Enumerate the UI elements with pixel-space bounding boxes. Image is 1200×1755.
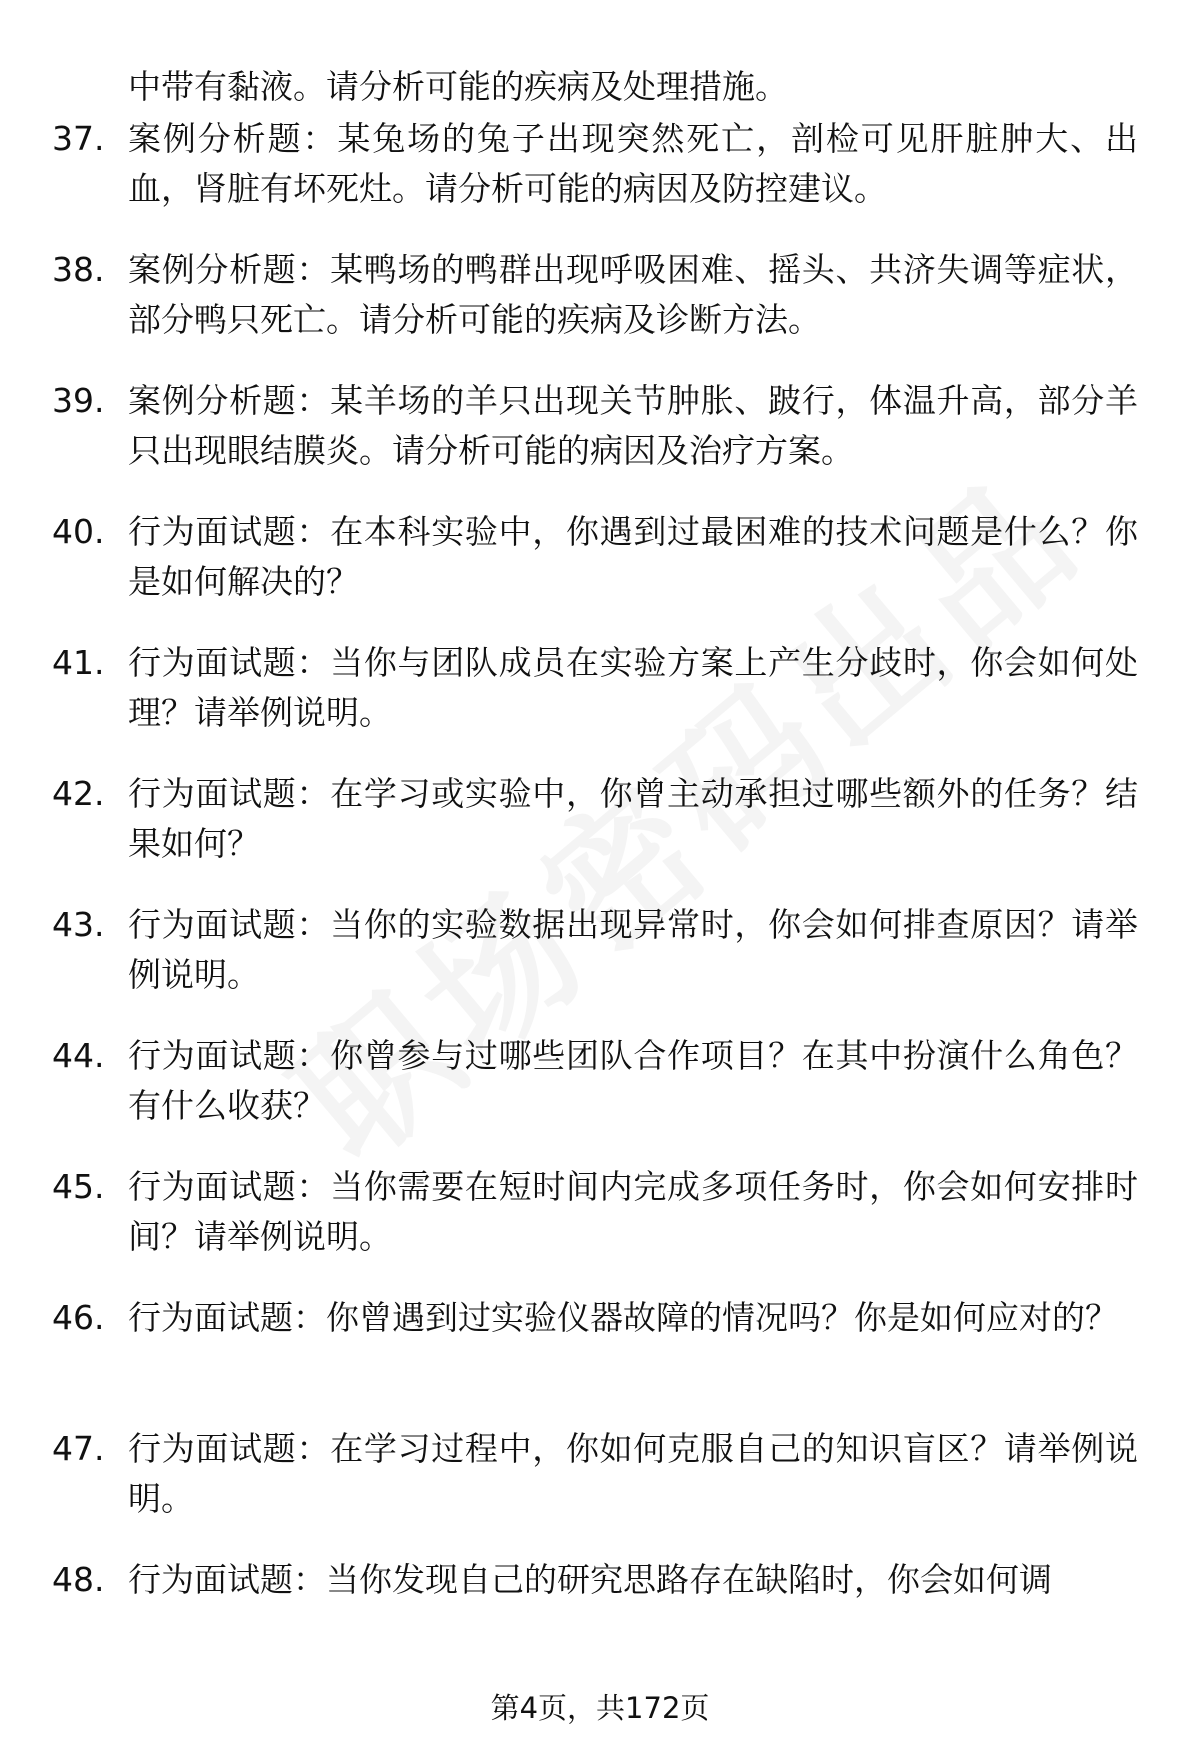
question-number: 46. — [52, 1298, 105, 1337]
question-item — [0, 376, 1200, 507]
question-text: 行为面试题：当你需要在短时间内完成多项任务时，你会如何安排时间？请举例说明。 — [128, 1167, 1138, 1256]
question-item — [0, 638, 1200, 769]
question-item — [0, 245, 1200, 376]
question-item — [0, 769, 1200, 900]
question-item — [0, 1424, 1200, 1555]
question-text: 行为面试题：在本科实验中，你遇到过最困难的技术问题是什么？你是如何解决的？ — [128, 512, 1138, 601]
question-text: 案例分析题：某鸭场的鸭群出现呼吸困难、摇头、共济失调等症状，部分鸭只死亡。请分析可能的疾病及诊断方法。 — [128, 250, 1138, 339]
question-number: 43. — [52, 905, 105, 944]
question-text: 行为面试题：你曾遇到过实验仪器故障的情况吗？你是如何应对的？ — [128, 1298, 1118, 1337]
question-text: 行为面试题：当你发现自己的研究思路存在缺陷时，你会如何调 — [128, 1560, 1052, 1599]
question-number: 37. — [52, 119, 105, 158]
question-number: 44. — [52, 1036, 105, 1075]
question-number: 42. — [52, 774, 105, 813]
question-number: 39. — [52, 381, 105, 420]
question-item — [0, 1162, 1200, 1293]
question-text: 案例分析题：某兔场的兔子出现突然死亡，剖检可见肝脏肿大、出血，肾脏有坏死灶。请分析可能的病因及防控建议。 — [128, 119, 1138, 208]
question-number: 40. — [52, 512, 105, 551]
page-footer: 第4页，共172页 — [490, 1691, 710, 1725]
question-number: 45. — [52, 1167, 105, 1206]
question-number: 48. — [52, 1560, 105, 1599]
question-text: 行为面试题：在学习或实验中，你曾主动承担过哪些额外的任务？结果如何？ — [128, 774, 1138, 863]
question-item — [0, 900, 1200, 1031]
question-number: 47. — [52, 1429, 105, 1468]
question-list — [0, 114, 1200, 1686]
question-item — [0, 1031, 1200, 1162]
question-item — [0, 1293, 1200, 1424]
question-text: 行为面试题：你曾参与过哪些团队合作项目？在其中扮演什么角色？有什么收获？ — [128, 1036, 1138, 1125]
question-text: 行为面试题：当你的实验数据出现异常时，你会如何排查原因？请举例说明。 — [128, 905, 1138, 994]
question-text: 行为面试题：当你与团队成员在实验方案上产生分歧时，你会如何处理？请举例说明。 — [128, 643, 1138, 732]
question-item — [0, 1555, 1200, 1686]
question-item — [0, 507, 1200, 638]
question-number: 38. — [52, 250, 105, 289]
continued-question-text: 中带有黏液。请分析可能的疾病及处理措施。 — [128, 67, 788, 106]
question-item — [0, 114, 1200, 245]
question-text: 行为面试题：在学习过程中，你如何克服自己的知识盲区？请举例说明。 — [128, 1429, 1138, 1518]
question-text: 案例分析题：某羊场的羊只出现关节肿胀、跛行，体温升高，部分羊只出现眼结膜炎。请分析可能的病因及治疗方案。 — [128, 381, 1138, 470]
question-number: 41. — [52, 643, 105, 682]
